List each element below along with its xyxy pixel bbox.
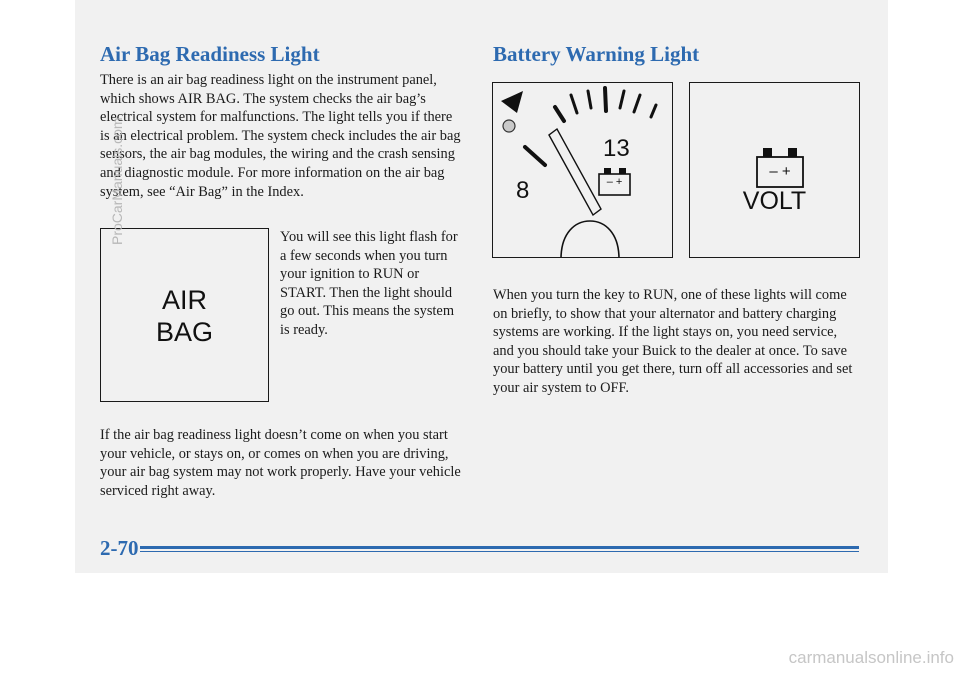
footer-rule-thick <box>140 546 859 549</box>
air-bag-label-air: AIR <box>161 285 207 315</box>
gauge-hub <box>561 221 619 258</box>
gauge-label-8: 8 <box>516 177 530 204</box>
volt-battery-signs: – + <box>769 163 791 180</box>
air-bag-label-bag: BAG <box>155 317 214 347</box>
voltmeter-gauge-box <box>492 82 673 258</box>
air-bag-intro-paragraph: There is an air bag readiness light on the instrument panel, which shows AIR BAG. The system checks the air bag’s electrical system for malfunctions. The light tells you if there is an electrical problem. The system check includes the air bag sensors, the air bag modules, the wiring and the crash sensing and diagnostic module. For more information on the air bag system, see “Air Bag” in the Index. <box>100 72 461 200</box>
battery-paragraph: When you turn the key to RUN, one of these lights will come on briefly, to show that your alternator and battery charging systems are working. If the light stays on, you need service, and you should take your Buick to the dealer at once. To save your battery until you get there, turn off all accessories and set your air system to OFF. <box>493 287 853 396</box>
bottom-watermark: carmanualsonline.info <box>788 648 954 667</box>
battery-heading: Battery Warning Light <box>493 42 700 66</box>
gauge-tick-marks <box>525 88 656 165</box>
voltmeter-gauge-illustration <box>493 83 673 258</box>
page-number: 2-70 <box>100 536 139 560</box>
air-bag-heading: Air Bag Readiness Light <box>100 42 320 66</box>
air-bag-flash-paragraph: You will see this light flash for a few seconds when you turn your ignition to RUN or START. Then the light should go out. This means the system is ready. <box>280 229 458 338</box>
air-bag-indicator-box <box>100 228 269 402</box>
volt-indicator-box <box>689 82 860 258</box>
gauge-dot-icon <box>503 120 515 132</box>
side-watermark: ProCarManuals.com <box>109 117 125 245</box>
air-bag-warning-paragraph: If the air bag readiness light doesn’t come on when you start your vehicle, or stays on, or comes on when you are driving, your air bag system may not work properly. Have your vehicle serviced right away. <box>100 427 461 499</box>
gauge-pointer-marker-icon <box>501 91 523 113</box>
gauge-needle <box>549 129 601 215</box>
gauge-label-13: 13 <box>603 135 630 162</box>
volt-label: VOLT <box>742 187 807 215</box>
footer-rule-thin <box>140 551 859 552</box>
gauge-battery-signs: – + <box>606 176 623 188</box>
